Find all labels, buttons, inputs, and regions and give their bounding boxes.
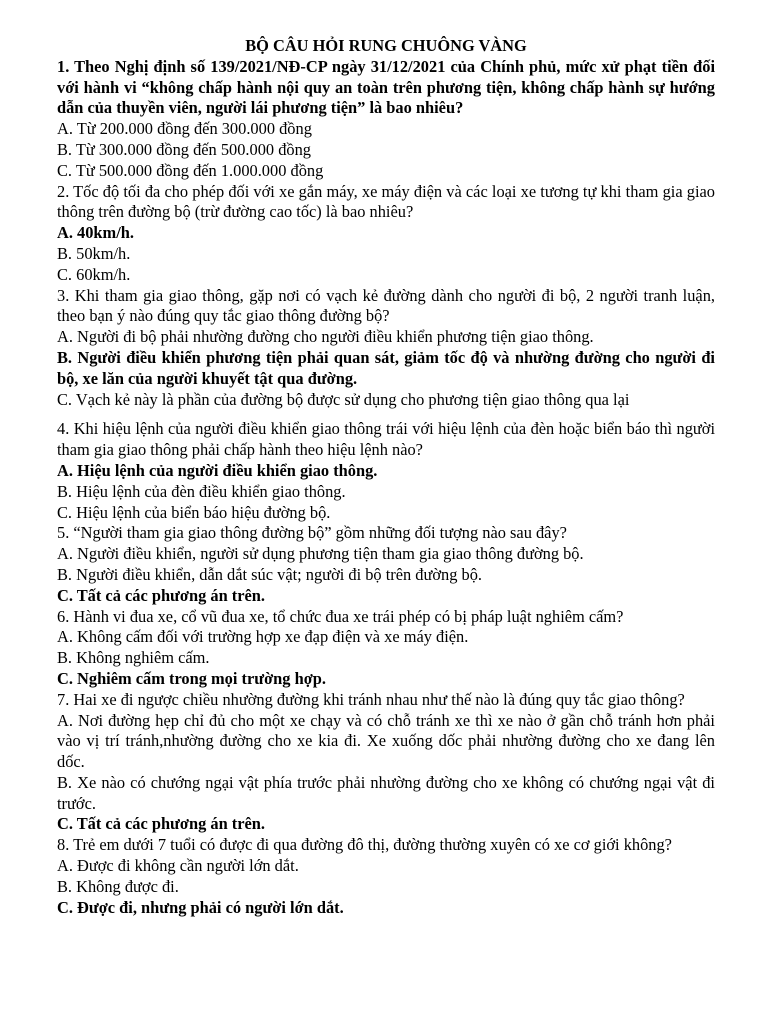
question-4-option-a: A. Hiệu lệnh của người điều khiển giao thông. <box>57 460 378 480</box>
question-5-option-b: B. Người điều khiển, dẫn dắt súc vật; người đi bộ trên đường bộ. <box>57 564 483 584</box>
question-4-text: 4. Khi hiệu lệnh của người điều khiển giao thông trái với hiệu lệnh của đèn hoặc biển báo thì người tham gia giao thông phải chấp hành theo hiệu lệnh nào? <box>57 419 715 460</box>
question-8-option-b: B. Không được đi. <box>57 876 179 896</box>
question-2-text: 2. Tốc độ tối đa cho phép đối với xe gắn máy, xe máy điện và các loại xe tương tự khi tham gia giao thông trên đường bộ (trừ đường cao tốc) là bao nhiêu? <box>57 181 715 222</box>
question-5-option-a: A. Người điều khiển, người sử dụng phương tiện tham gia giao thông đường bộ. <box>57 544 584 564</box>
question-2-option-a: A. 40km/h. <box>57 223 134 243</box>
question-1-option-a: A. Từ 200.000 đồng đến 300.000 đồng <box>57 119 312 139</box>
question-7-option-b: B. Xe nào có chướng ngại vật phía trước phải nhường đường cho xe không có chướng ngại vật đi trước. <box>57 772 715 813</box>
question-8-text: 8. Trẻ em dưới 7 tuổi có được đi qua đường đô thị, đường thường xuyên có xe cơ giới không? <box>57 835 672 855</box>
question-3-option-b: B. Người điều khiển phương tiện phải quan sát, giảm tốc độ và nhường đường cho người đi bộ, xe lăn của người khuyết tật qua đường. <box>57 347 715 388</box>
question-2-option-c: C. 60km/h. <box>57 264 131 284</box>
question-6-option-b: B. Không nghiêm cấm. <box>57 648 210 668</box>
question-6-option-c: C. Nghiêm cấm trong mọi trường hợp. <box>57 668 326 688</box>
question-4-option-c: C. Hiệu lệnh của biển báo hiệu đường bộ. <box>57 502 331 522</box>
question-3-option-c: C. Vạch kẻ này là phần của đường bộ được sử dụng cho phương tiện giao thông qua lại <box>57 389 630 409</box>
question-3-text: 3. Khi tham gia giao thông, gặp nơi có vạch kẻ đường dành cho người đi bộ, 2 người tranh luận, theo bạn ý nào đúng quy tắc giao thông đường bộ? <box>57 285 715 326</box>
question-5-option-c: C. Tất cả các phương án trên. <box>57 585 266 605</box>
question-5-text: 5. “Người tham gia giao thông đường bộ” gồm những đối tượng nào sau đây? <box>57 523 567 543</box>
question-6-text: 6. Hành vi đua xe, cổ vũ đua xe, tổ chức đua xe trái phép có bị pháp luật nghiêm cấm? <box>57 606 624 626</box>
question-6-option-a: A. Không cấm đối với trường hợp xe đạp điện và xe máy điện. <box>57 627 469 647</box>
question-8-option-c: C. Được đi, nhưng phải có người lớn dắt. <box>57 897 344 917</box>
document-title: BỘ CÂU HỎI RUNG CHUÔNG VÀNG <box>245 36 527 55</box>
question-1-option-b: B. Từ 300.000 đồng đến 500.000 đồng <box>57 139 311 159</box>
question-4-option-b: B. Hiệu lệnh của đèn điều khiển giao thông. <box>57 481 346 501</box>
question-3-option-a: A. Người đi bộ phải nhường đường cho người điều khiển phương tiện giao thông. <box>57 327 594 347</box>
question-7-option-c: C. Tất cả các phương án trên. <box>57 814 266 834</box>
question-8-option-a: A. Được đi không cần người lớn dắt. <box>57 856 299 876</box>
question-1-option-c: C. Từ 500.000 đồng đến 1.000.000 đồng <box>57 160 324 180</box>
question-2-option-b: B. 50km/h. <box>57 243 131 263</box>
question-1-text: 1. Theo Nghị định số 139/2021/NĐ-CP ngày 31/12/2021 của Chính phủ, mức xử phạt tiền đối với hành vi “không chấp hành nội quy an toàn trên phương tiện, không chấp hành sự hướng dẫn của thuyền viên, người lái phương tiện” là bao nhiêu? <box>57 56 715 118</box>
question-7-option-a: A. Nơi đường hẹp chỉ đủ cho một xe chạy và có chỗ tránh xe thì xe nào ở gần chỗ tránh hơn phải vào vị trí tránh,nhường đường cho xe kia đi. Xe xuống dốc phải nhường đường cho xe đang lên dốc. <box>57 710 715 772</box>
question-7-text: 7. Hai xe đi ngược chiều nhường đường khi tránh nhau như thế nào là đúng quy tắc giao thông? <box>57 689 685 709</box>
